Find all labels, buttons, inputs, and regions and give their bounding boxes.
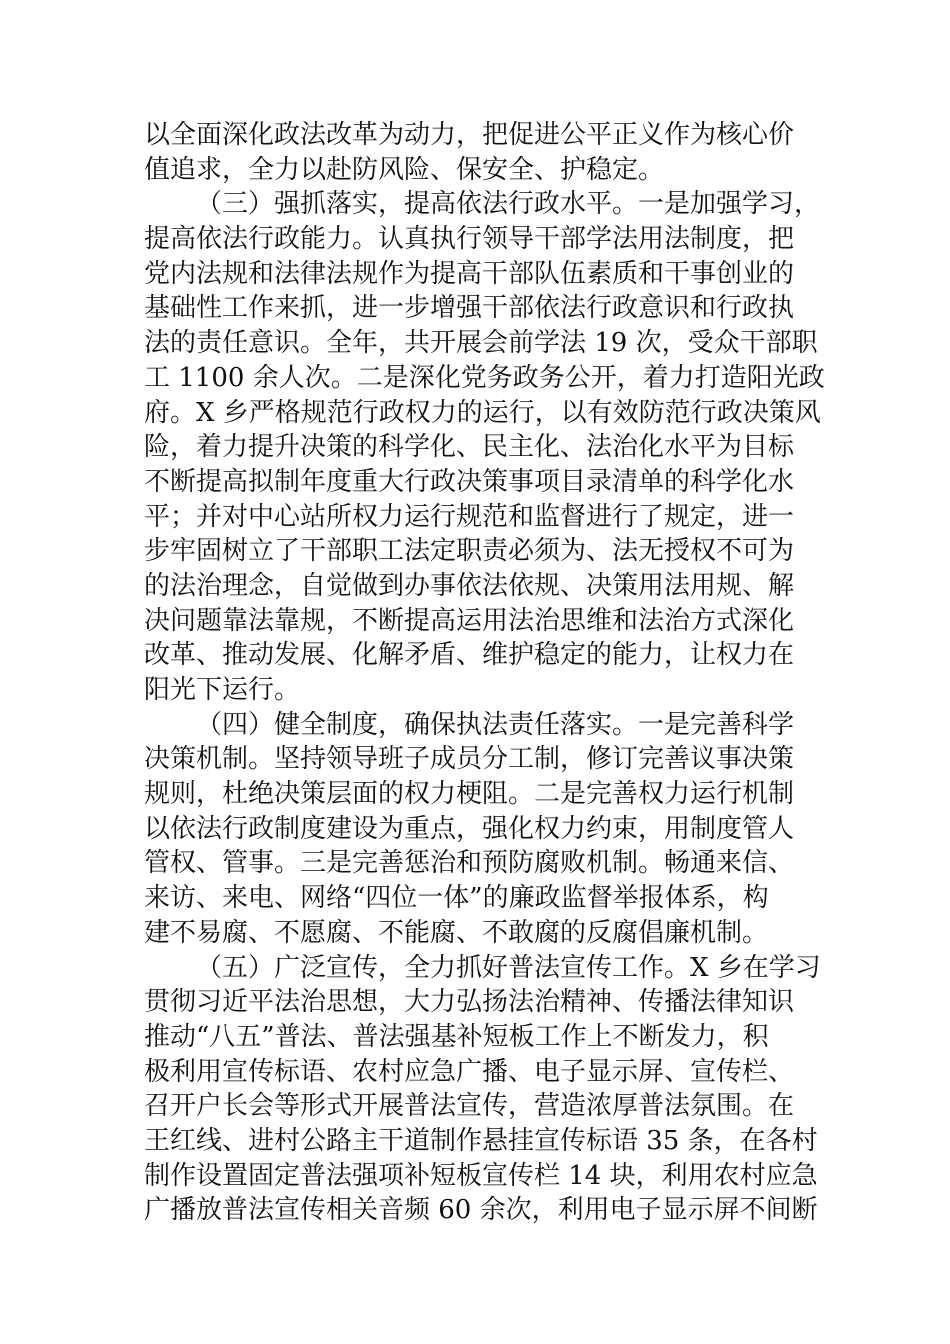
text-line: 以全面深化政法改革为动力，把促进公平正义作为核心价	[144, 120, 795, 150]
text-line: 府。X 乡严格规范行政权力的运行，以有效防范行政决策风	[144, 397, 821, 428]
text-line: 的法治理念，自觉做到办事依法依规、决策用法用规、解	[144, 570, 795, 601]
paragraph-three	[144, 187, 825, 707]
text-line: 平；并对中心站所权力运行规范和监督进行了规定，进一	[144, 501, 795, 532]
paragraph-five	[144, 951, 821, 1229]
text-line: 制作设置固定普法强项补短板宣传栏 14 块，利用农村应急	[144, 1160, 818, 1191]
text-line: 王红线、进村公路主干道制作悬挂宣传标语 35 条，在各村	[144, 1125, 818, 1156]
text-line: 阳光下运行。	[144, 675, 301, 705]
text-line: 以依法行政制度建设为重点，强化权力约束，用制度管人	[144, 813, 795, 844]
paragraph-continuation	[144, 118, 808, 187]
text-line: 极利用宣传标语、农村应急广播、电子显示屏、宣传栏、	[144, 1056, 795, 1087]
text-line: 险，着力提升决策的科学化、民主化、法治化水平为目标	[144, 432, 795, 463]
text-line: 改革、推动发展、化解矛盾、维护稳定的能力，让权力在	[144, 640, 795, 671]
text-line: 值追求，全力以赴防风险、保安全、护稳定。	[144, 154, 665, 185]
text-line: 召开户长会等形式开展普法宣传，营造浓厚普法氛围。在	[144, 1091, 795, 1122]
paragraph-four	[144, 708, 808, 951]
text-line: 管权、管事。三是完善惩治和预防腐败机制。畅通来信、	[144, 848, 795, 879]
text-line: 提高依法行政能力。认真执行领导干部学法用法制度，把	[144, 224, 795, 255]
text-line: 不断提高拟制年度重大行政决策事项目录清单的科学化水	[144, 466, 795, 497]
text-line: 来访、来电、网络“四位一体”的廉政监督举报体系，构	[144, 883, 769, 914]
text-line: （三）强抓落实，提高依法行政水平。一是加强学习，	[196, 189, 821, 220]
text-line: 规则，杜绝决策层面的权力梗阻。二是完善权力运行机制	[144, 779, 795, 810]
text-line: 决策机制。坚持领导班子成员分工制，修订完善议事决策	[144, 744, 795, 775]
text-line: 党内法规和法律法规作为提高干部队伍素质和干事创业的	[144, 258, 795, 289]
text-line: 工 1100 余人次。二是深化党务政务公开，着力打造阳光政	[144, 362, 825, 393]
text-line: 推动“八五”普法、普法强基补短板工作上不断发力，积	[144, 1021, 769, 1052]
text-line: 贯彻习近平法治思想，大力弘扬法治精神、传播法律知识	[144, 987, 795, 1018]
text-line: 法的责任意识。全年，共开展会前学法 19 次，受众干部职	[144, 328, 818, 359]
text-line: 建不易腐、不愿腐、不能腐、不敢腐的反腐倡廉机制。	[144, 917, 769, 948]
text-line: 决问题靠法靠规，不断提高运用法治思维和法治方式深化	[144, 605, 795, 636]
text-line: 基础性工作来抓，进一步增强干部依法行政意识和行政执	[144, 293, 795, 324]
text-line: （四）健全制度，确保执法责任落实。一是完善科学	[196, 709, 795, 740]
text-line: 广播放普法宣传相关音频 60 余次，利用电子显示屏不间断	[144, 1195, 818, 1226]
text-line: （五）广泛宣传，全力抓好普法宣传工作。X 乡在学习	[196, 952, 821, 983]
text-line: 步牢固树立了干部职工法定职责必须为、法无授权不可为	[144, 536, 795, 567]
document-body	[144, 118, 825, 1228]
